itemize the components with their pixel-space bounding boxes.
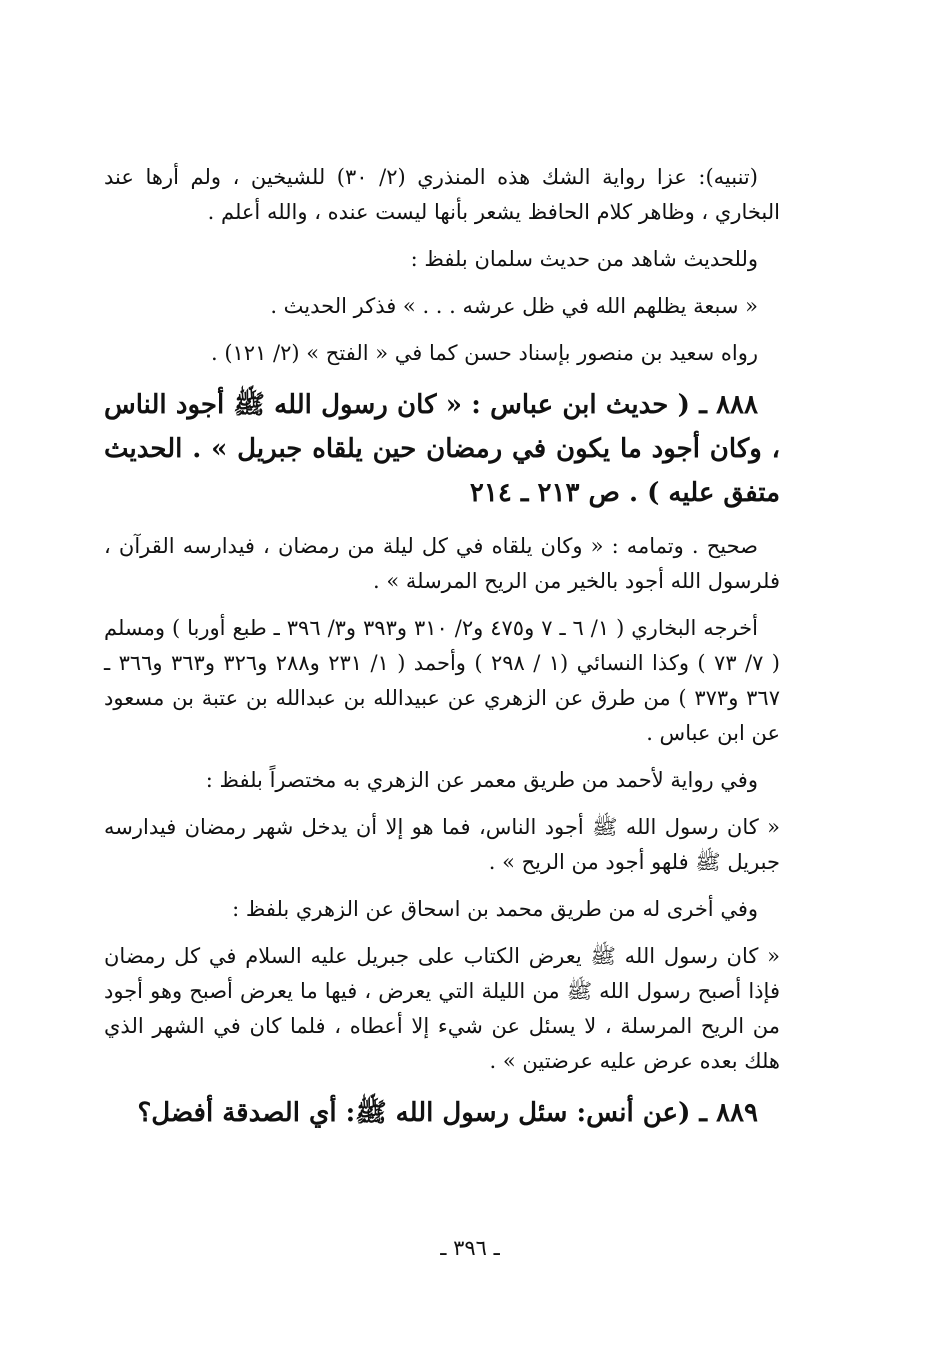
grading-paragraph: صحيح . وتمامه : « وكان يلقاه في كل ليلة من رمضان ، فيدارسه القرآن ، فلرسول الله أجود بالخير من الريح المرسلة » .: [104, 534, 780, 593]
witness-source: رواه سعيد بن منصور بإسناد حسن كما في « الفتح » (٢/ ١٢١) .: [210, 341, 758, 365]
hadith-889-heading: ٨٨٩ ـ (عن أنس: سئل رسول الله ﷺ: أي الصدقة أفضل؟: [137, 1098, 758, 1128]
note-paragraph: (تنبيه): عزا رواية الشك هذه المنذري (٢/ ٣٠) للشيخين ، ولم أرها عند البخاري ، وظاهر كلام الحافظ يشعر بأنها ليست عنده ، والله أعلم .: [104, 165, 780, 224]
ahmad-narration-intro: وفي رواية لأحمد من طريق معمر عن الزهري به مختصراً بلفظ :: [205, 768, 758, 792]
page-number: ـ ٣٩٦ ـ: [440, 1236, 500, 1260]
witness-intro: وللحديث شاهد من حديث سلمان بلفظ :: [410, 247, 758, 271]
takhrij-paragraph: أخرجه البخاري ( ١/ ٦ ـ ٧ و٤٧٥ و٢/ ٣١٠ و٣٩٣ و٣/ ٣٩٦ ـ طبع أوربا ) ومسلم ( ٧/ ٧٣ ) وكذا النسائي (١ / ٢٩٨ ) وأحمد ( ١/ ٢٣١ و٢٨٨ و٣٢٦ و٣٦٣ و٣٦٦ ـ ٣٦٧ و٣٧٣ ) من طرق عن الزهري عن عبيدالله بن عبدالله بن عتبة بن مسعود عن ابن عباس .: [104, 616, 780, 745]
ibn-ishaq-narration-quote: « كان رسول الله ﷺ يعرض الكتاب على جبريل عليه السلام في كل رمضان فإذا أصبح رسول الله ﷺ من الليلة التي يعرض ، فيها ما يعرض أصبح وهو أجود من الريح المرسلة ، لا يسئل عن شيء إلا أعطاه ، فلما كان في الشهر الذي هلك بعده عرض عليه عرضتين » .: [104, 944, 780, 1073]
hadith-888-heading: ٨٨٨ ـ ( حديث ابن عباس : « كان رسول الله ﷺ أجود الناس ، وكان أجود ما يكون في رمضان حين يلقاه جبريل » . الحديث متفق عليه ) . ص ٢١٣ ـ ٢١٤: [104, 390, 780, 508]
ahmad-narration-quote: « كان رسول الله ﷺ أجود الناس، فما هو إلا أن يدخل شهر رمضان فيدارسه جبريل ﷺ فلهو أجود من الريح » .: [104, 815, 780, 874]
ibn-ishaq-narration-intro: وفي أخرى له من طريق محمد بن اسحاق عن الزهري بلفظ :: [232, 897, 758, 921]
witness-quote: « سبعة يظلهم الله في ظل عرشه . . . » فذكر الحديث .: [270, 294, 758, 318]
